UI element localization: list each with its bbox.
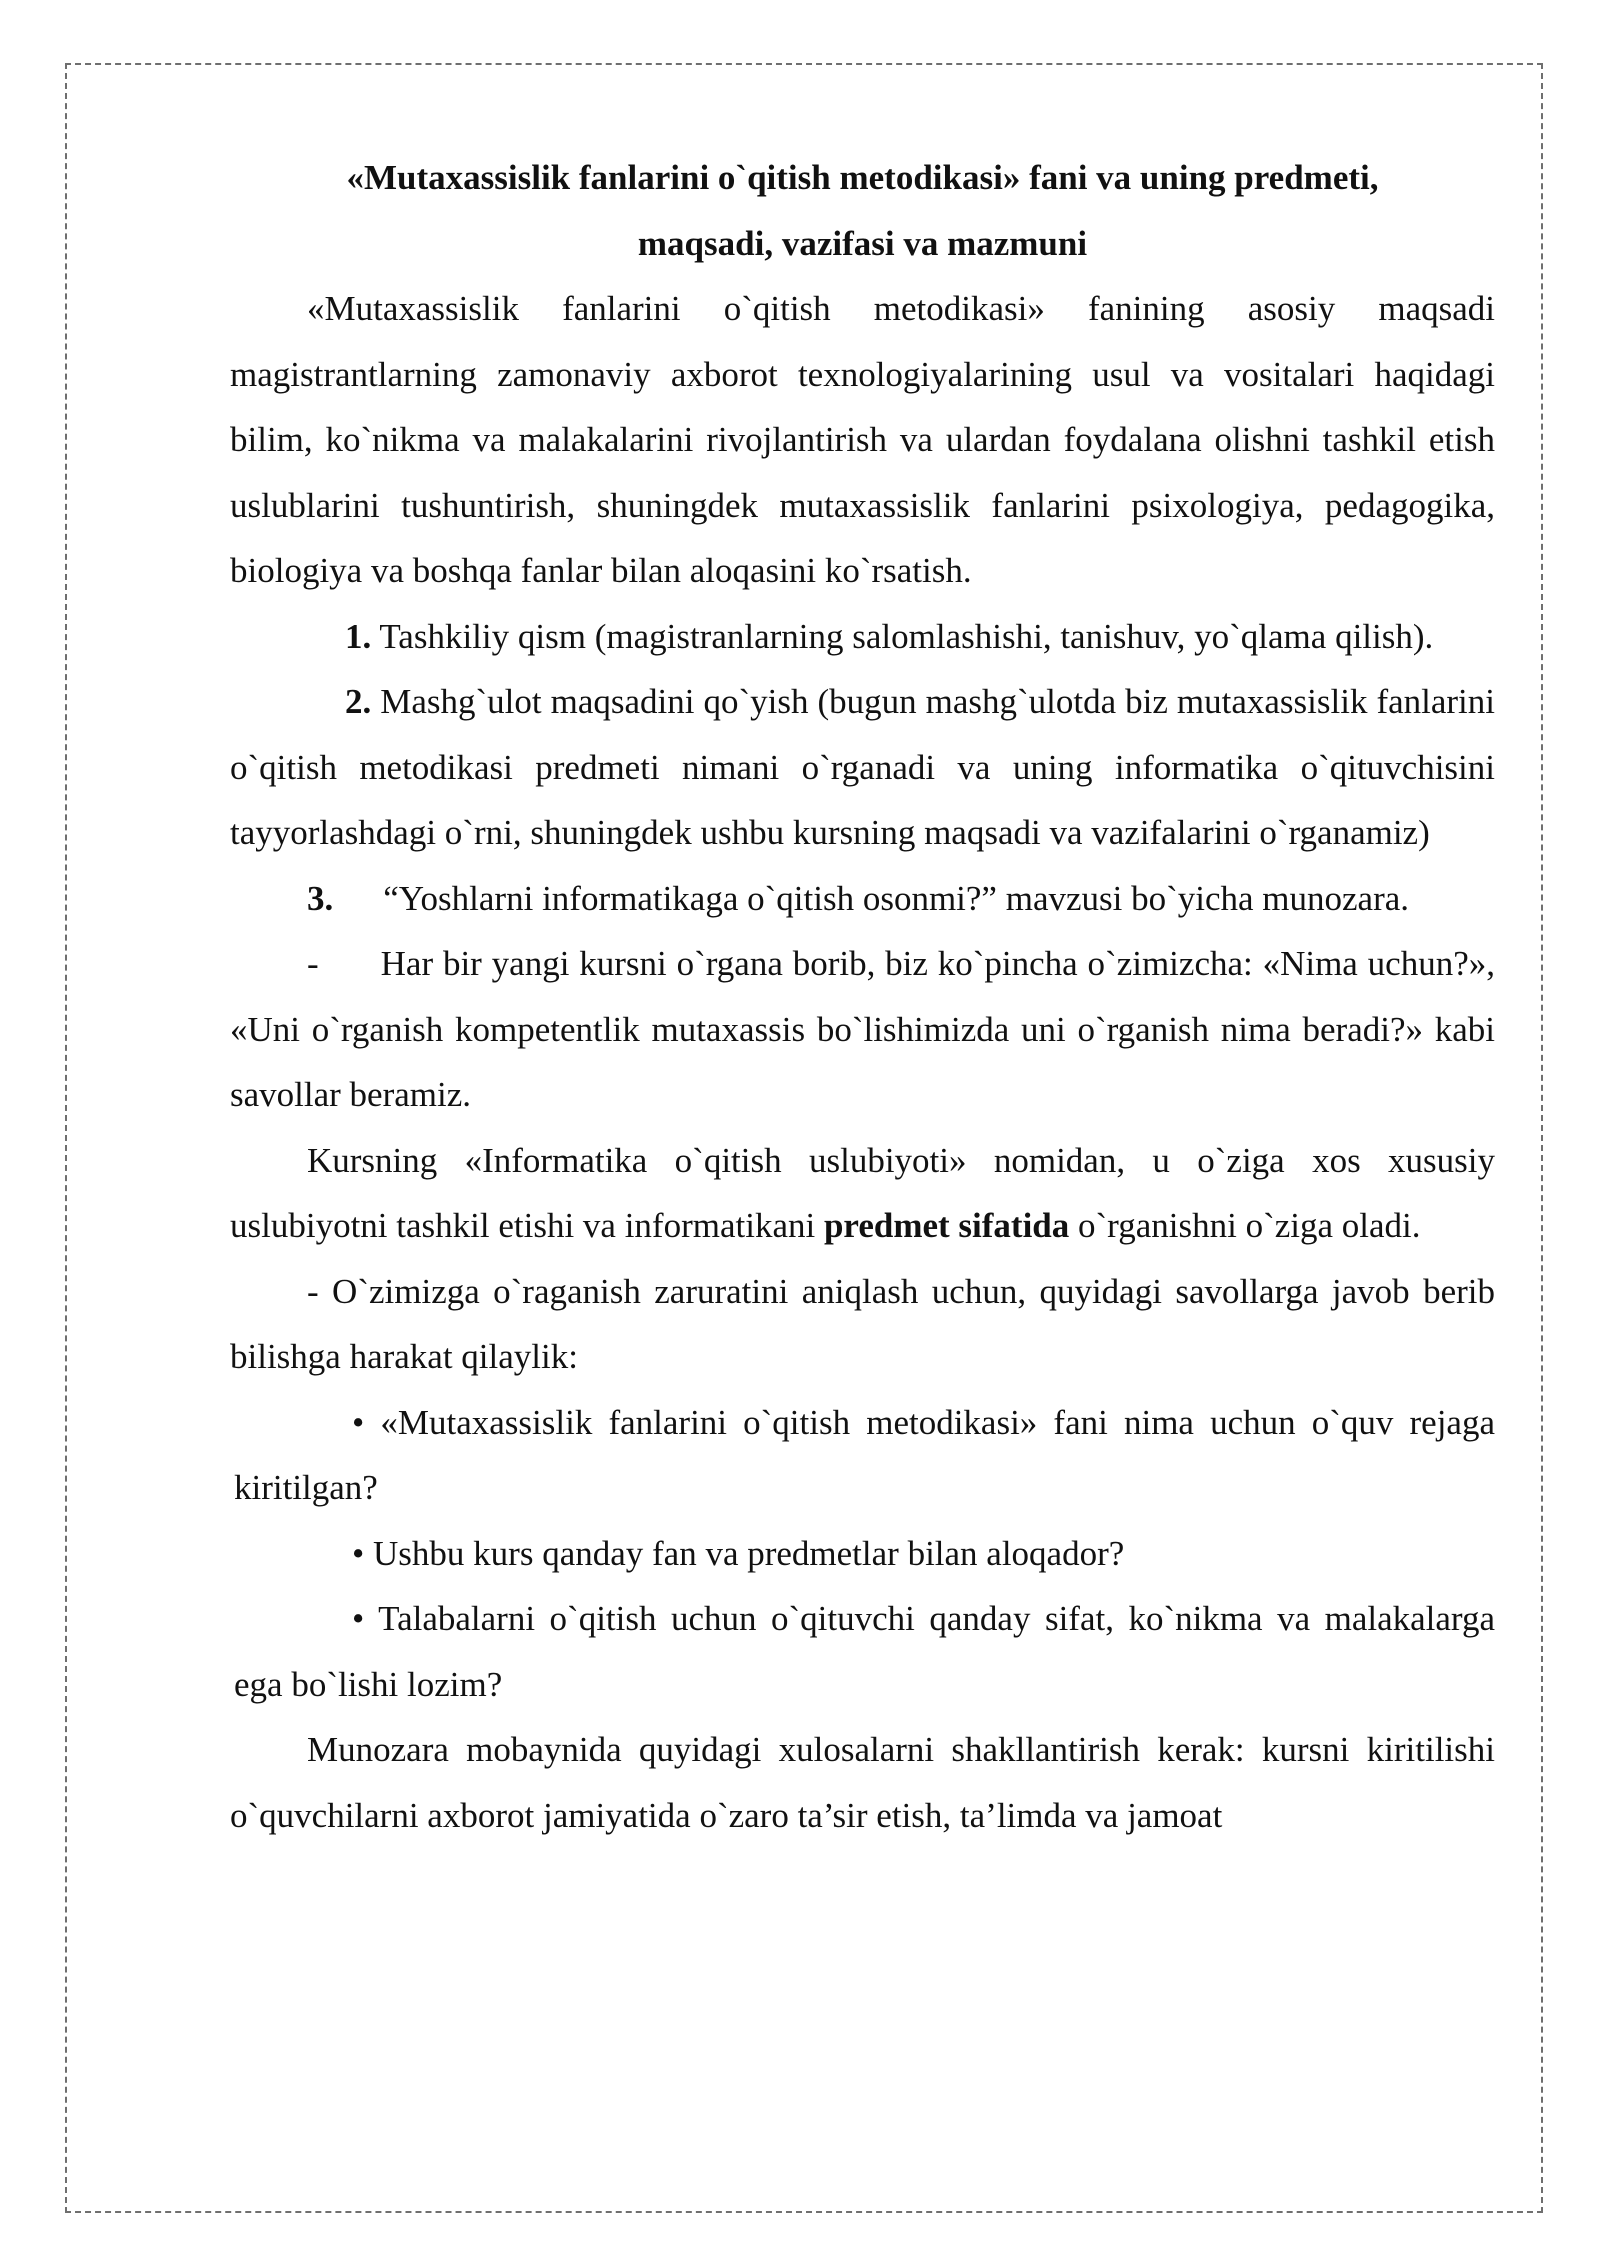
title-line-1: «Mutaxassislik fanlarini o`qitish metodikasi» fani va uning predmeti, — [346, 158, 1379, 197]
conclusion-paragraph: Munozara mobaynida quyidagi xulosalarni shakllantirish kerak: kursni kiritilishi o`quvchilarni axborot jamiyatida o`zaro ta’sir etish, ta’limda va jamoat — [230, 1730, 1495, 1835]
kursning-paragraph — [230, 1128, 1495, 1259]
dash-text: Har bir yangi kursni o`rgana borib, biz ko`pincha o`zimizcha: «Nima uchun?», «Uni o`rganish kompetentlik mutaxassis bo`lishimizda uni o`rganish nima beradi?» kabi savollar beramiz. — [230, 944, 1495, 1114]
bullet-item-2 — [230, 1521, 1495, 1587]
bullet-text-3: Talabalarni o`qitish uchun o`qituvchi qanday sifat, ko`nikma va malakalarga ega bo`lishi lozim? — [234, 1599, 1495, 1704]
list-number-3: 3. — [307, 878, 334, 918]
kursning-text-end: o`rganishni o`ziga oladi. — [1069, 1206, 1421, 1245]
bullet-mark: • — [352, 1533, 365, 1573]
dash-mark: - — [307, 944, 319, 983]
bullet-mark: • — [352, 1402, 365, 1442]
list-item-2 — [230, 669, 1495, 866]
list-number-1: 1. — [345, 616, 372, 656]
list-item-3 — [230, 866, 1495, 932]
bullet-text-1: «Mutaxassislik fanlarini o`qitish metodikasi» fani nima uchun o`quv rejaga kiritilgan? — [234, 1402, 1495, 1507]
list-text-1: Tashkiliy qism (magistranlarning salomlashishi, tanishuv, yo`qlama qilish). — [371, 616, 1434, 656]
questions-intro: - O`zimizga o`raganish zaruratini aniqlash uchun, quyidagi savollarga javob berib bilishga harakat qilaylik: — [230, 1271, 1495, 1376]
kursning-text-start: Kursning «Informatika o`qitish uslubiyoti» nomidan, u o`ziga xos xususiy uslubiyotni tashkil etishi va informatikani — [230, 1140, 1495, 1245]
list-text-2: Mashg`ulot maqsadini qo`yish (bugun mashg`ulotda biz mutaxassislik fanlarini o`qitish metodikasi predmeti nimani o`rganadi va uning informatika o`qituvchisini tayyorlashdagi o`rni, shuningdek ushbu kursning maqsadi va vazifalarini o`rganamiz) — [230, 682, 1495, 852]
bullet-item-3 — [230, 1586, 1495, 1717]
bullet-item-1 — [230, 1390, 1495, 1521]
intro-paragraph: «Mutaxassislik fanlarini o`qitish metodikasi» fanining asosiy maqsadi magistrantlarning zamonaviy axborot texnologiyalarining usul va vositalari haqidagi bilim, ko`nikma va malakalarini rivojlantirish va ulardan foydalana olishni tashkil etish uslublarini tushuntirish, shuningdek mutaxassislik fanlarini psixologiya, pedagogika, biologiya va boshqa fanlar bilan aloqasini ko`rsatish. — [230, 289, 1495, 590]
document-body — [230, 145, 1495, 1848]
list-text-3: “Yoshlarni informatikaga o`qitish osonmi?” mavzusi bo`yicha munozara. — [383, 878, 1410, 918]
bullet-mark: • — [352, 1599, 365, 1638]
dash-paragraph — [230, 931, 1495, 1128]
list-item-1 — [230, 604, 1495, 670]
kursning-bold-phrase: predmet sifatida — [823, 1206, 1070, 1245]
bullet-text-2: Ushbu kurs qanday fan va predmetlar bilan aloqador? — [373, 1533, 1125, 1573]
title-line-2: maqsadi, vazifasi va mazmuni — [637, 223, 1088, 263]
list-number-2: 2. — [345, 682, 372, 721]
